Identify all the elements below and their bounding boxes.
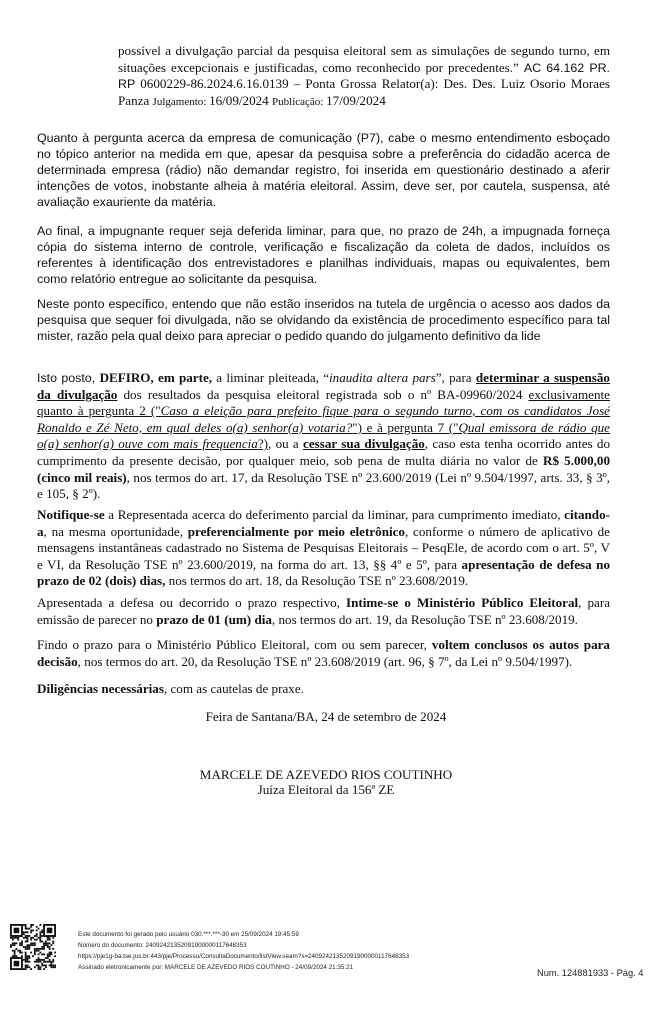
text-run: Julgamento: — [152, 95, 210, 108]
text-run: inaudita altera pars — [329, 370, 436, 385]
text-run: ?) — [257, 436, 269, 452]
paragraph-pedido-final — [37, 223, 610, 287]
text-run: ") e à pergunta 7 (" — [352, 419, 459, 435]
text-run: , com as cautelas de praxe. — [163, 681, 304, 696]
text-run: cessar sua divulgação — [303, 436, 425, 452]
text-run: a liminar pleiteada, “ — [212, 370, 330, 385]
text-run: nos termos do art. 18, da Resolução TSE nº 23.608/2019. — [165, 573, 469, 589]
footer-generated: Este documento foi gerado pelo usuário 030.***.***-30 em 25/09/2024 19:45:59 — [78, 931, 299, 938]
text-run: , para emissão de parecer no — [37, 595, 611, 627]
text-run: prazo de 01 (um) dia — [156, 611, 272, 627]
text-run: citando-a — [37, 507, 610, 539]
text-run: ”, para — [435, 370, 476, 385]
text-run: determinar a suspensão da divulgação — [37, 370, 610, 402]
text-run: 17/09/2024 — [326, 92, 386, 108]
text-run: Findo o prazo para o Ministério Público Eleitoral, com ou sem parecer, — [37, 637, 432, 652]
text-run: Intime-se o Ministério Público Eleitoral — [345, 595, 579, 610]
text-run: Quanto à pergunta acerca da empresa de comunicação (P7), cabe o mesmo entendimento esboçado no tópico anterior na medida em que, apesar da pesquisa sobre a preferência do cidadão acerca de determinada empresa (rádio) não demandar registro, foi inserida em questionário destinado a aferir intenções de votos, inobstante alheia à matéria eleitoral. Assim, deve ser, por cautela, suspensa, até avaliação exauriente da matéria. — [37, 131, 610, 209]
paragraph-apresentada — [37, 595, 610, 628]
text-run: , conforme o número de aplicativo de mensagens instantâneas cadastrado no Sistema de Pesquisas Eleitorais – PesqEle, de acordo com o art. 5º, V e VI, da Resolução TSE nº 23.600/2019, na forma do art. 13, §§ 4º e 5º, para — [37, 523, 610, 572]
text-run: , nos termos do art. 17, da Resolução TSE nº 23.600/2019 (Lei nº 9.504/1997, arts. 33, § 3º, e 105, § 2º). — [37, 469, 610, 502]
text-run: Isto posto, — [37, 371, 100, 385]
paragraph-findo — [37, 637, 610, 670]
text-run: , na mesma oportunidade, — [43, 523, 188, 539]
paragraph-diligencias — [37, 681, 610, 698]
qr-code — [10, 924, 56, 970]
text-run: , nos termos do art. 20, da Resolução TSE nº 23.608/2019 (art. 96, § 7º, da Lei nº 9.504/1997). — [77, 653, 573, 669]
text-run: a Representada acerca do deferimento parcial da liminar, para cumprimento imediato, — [104, 507, 565, 522]
text-run: R$ 5.000,00 (cinco mil reais) — [37, 452, 610, 485]
text-run: Notifique-se — [37, 507, 105, 522]
text-run: 0600229-86.2024.6.16.0139 – Ponta Grossa Relator(a): Des. Des. Luiz Osorio Moraes Panza — [118, 76, 611, 108]
footer-doc-number: Número do documento: 24092421352091900000117648353 — [78, 942, 247, 949]
page-number: Num. 124881933 - Pág. 4 — [537, 968, 644, 978]
text-run: Publicação: — [272, 95, 327, 108]
place-date: Feira de Santana/BA, 24 de setembro de 2024 — [205, 709, 447, 724]
text-run: voltem conclusos os autos para decisão — [37, 637, 610, 669]
text-run: , nos termos do art. 19, da Resolução TSE nº 23.608/2019. — [271, 611, 578, 627]
text-run: 16/09/2024 — [209, 92, 273, 108]
text-run: Apresentada a defesa ou decorrido o prazo respectivo, — [37, 595, 346, 610]
paragraph-ponto-especifico — [37, 296, 610, 344]
text-run: dos resultados da pesquisa eleitoral registrada sob o nº BA-09960/2024 — [117, 386, 529, 402]
text-run: Ao final, a impugnante requer seja deferida liminar, para que, no prazo de 24h, a impugnada forneça cópia do sistema interno de controle, verificação e fiscalização da coleta de dados, incluídos os referentes à identificação dos entrevistadores e planilhas individuais, mapas ou equivalentes, bem como relatório entregue ao solicitante da pesquisa. — [37, 224, 610, 286]
footer-signed: Assinado eletronicamente por: MARCELE DE AZEVEDO RIOS COUTINHO - 24/09/2024 21:35:21 — [78, 964, 354, 971]
text-run: preferencialmente por meio eletrônico — [187, 523, 405, 539]
text-run: apresentação de defesa no prazo de 02 (dois) dias, — [37, 556, 610, 589]
signer-name: MARCELE DE AZEVEDO RIOS COUTINHO — [199, 767, 453, 782]
signer-title: Juíza Eleitoral da 156ª ZE — [257, 782, 395, 797]
quoted-precedent — [118, 43, 610, 110]
text-run: DEFIRO, em parte, — [99, 370, 213, 385]
text-run: possível a divulgação parcial da pesquisa eleitoral sem as simulações de segundo turno, em situações excepcionais e justificadas, como reconhecido por precedentes.” — [118, 43, 610, 75]
text-run: Neste ponto específico, entendo que não estão inseridos na tutela de urgência o acesso aos dados da pesquisa que sequer foi divulgada, não se olvidando da existência de procedimento específico para tal mister, razão pela qual deixo para apreciar o pedido quando do julgamento definitivo da lide — [37, 297, 610, 343]
text-run: AC 64.162 PR. RP — [118, 60, 610, 92]
paragraph-notifique — [37, 507, 610, 590]
text-run: , ou a — [268, 436, 304, 452]
text-run: exclusivamente quanto à pergunta 2 (" — [37, 386, 610, 419]
text-run: Caso a eleição para prefeito fique para o segundo turno, com os candidatos José Ronaldo e Zé Neto, em qual deles o(a) senhor(a) votaria? — [37, 403, 610, 435]
paragraph-empresa — [37, 130, 610, 210]
text-run: , caso esta tenha ocorrido antes do cumprimento da presente decisão, por qualquer meio, sob pena de multa diária no valor de — [37, 436, 611, 468]
footer-url[interactable]: https://pje1g-ba.tse.jus.br:443/pje/Processo/ConsultaDocumento/listView.seam?x=24092421352091900000117648353 — [78, 953, 410, 960]
text-run: Diligências necessárias — [37, 681, 164, 696]
paragraph-dispositivo — [37, 370, 610, 503]
text-run: Qual emissora de rádio que o(a) senhor(a) ouve com mais frequencia — [37, 419, 610, 452]
